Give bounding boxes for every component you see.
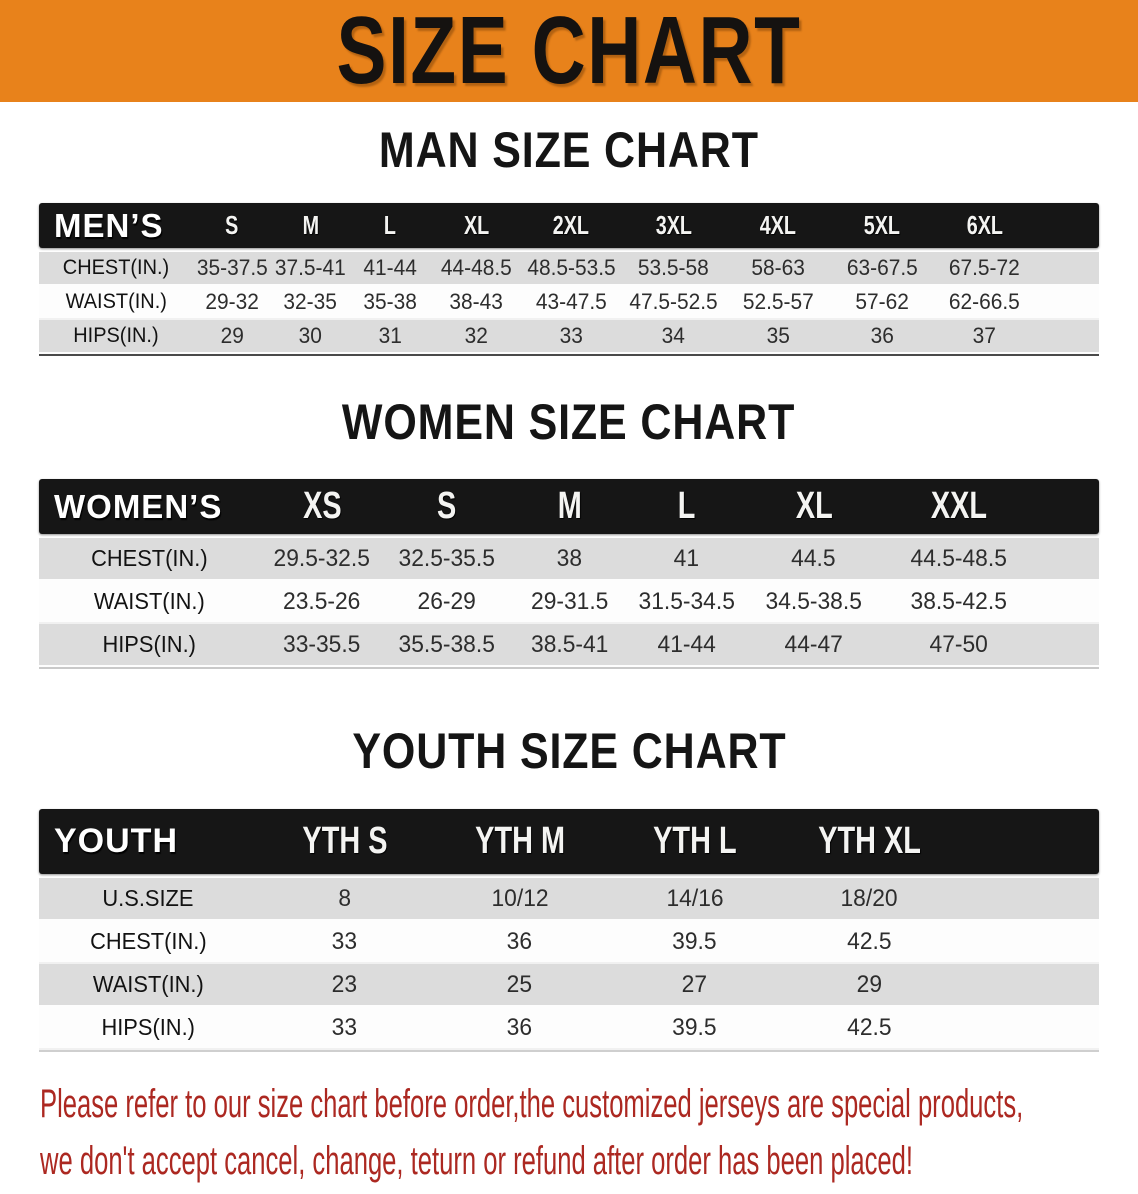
size-value-cell xyxy=(521,289,621,315)
women-size-section xyxy=(0,396,1138,669)
measurement-row xyxy=(39,538,1099,581)
size-value-cell xyxy=(607,885,782,913)
size-value-cell xyxy=(271,323,349,349)
size-value-text: 35.5-38.5 xyxy=(398,630,496,658)
size-value-text: 41-44 xyxy=(363,255,418,280)
size-value-text: 32 xyxy=(464,323,488,348)
size-value-text: 29-31.5 xyxy=(530,587,609,615)
size-column-header-text: XL xyxy=(463,210,489,240)
size-value-text: 42.5 xyxy=(847,1013,892,1041)
size-value-cell xyxy=(934,255,1036,281)
content xyxy=(0,124,1138,1052)
size-value-cell xyxy=(431,323,521,349)
size-value-cell xyxy=(193,289,271,315)
size-value-text: 26-29 xyxy=(417,587,477,615)
size-value-text: 39.5 xyxy=(672,927,717,955)
size-column-header-text: L xyxy=(384,210,397,240)
row-label-text: HIPS(IN.) xyxy=(102,631,196,657)
size-value-text: 67.5-72 xyxy=(949,255,1020,280)
size-value-cell xyxy=(350,289,432,315)
size-value-text: 36 xyxy=(507,927,533,955)
size-value-cell xyxy=(432,885,607,913)
size-value-cell xyxy=(726,323,831,349)
size-column-header-text: YTH M xyxy=(474,820,565,862)
size-value-text: 29-32 xyxy=(205,289,259,314)
table-header-label-cell xyxy=(39,822,257,861)
size-value-text: 47-50 xyxy=(929,630,989,658)
size-value-cell xyxy=(521,255,621,281)
size-value-cell xyxy=(257,885,432,913)
size-value-cell xyxy=(350,323,432,349)
size-value-cell xyxy=(385,588,510,616)
size-value-text: 58-63 xyxy=(751,255,806,280)
size-value-text: 29 xyxy=(856,970,883,998)
men-section-heading-text: MAN SIZE CHART xyxy=(379,122,759,178)
size-column-header-text: M xyxy=(302,210,319,240)
measurement-row xyxy=(39,581,1099,624)
youth-section-heading xyxy=(0,725,1138,790)
size-value-cell xyxy=(257,928,432,956)
size-value-text: 27 xyxy=(681,970,708,998)
size-value-text: 36 xyxy=(870,323,894,348)
size-value-text: 33 xyxy=(559,323,583,348)
size-value-text: 31 xyxy=(378,323,402,348)
row-label-text: WAIST(IN.) xyxy=(93,588,205,614)
row-label-text: WAIST(IN.) xyxy=(65,290,167,313)
row-label xyxy=(39,631,259,658)
size-value-text: 35-38 xyxy=(363,289,418,314)
size-value-text: 37 xyxy=(972,323,997,348)
size-value-text: 57-62 xyxy=(855,289,909,314)
size-column-header-text: 5XL xyxy=(864,210,901,240)
size-column-header xyxy=(431,210,521,241)
size-value-cell xyxy=(744,545,884,573)
size-value-text: 38 xyxy=(556,544,583,572)
size-column-header-text: 2XL xyxy=(552,210,590,240)
row-label-text: HIPS(IN.) xyxy=(73,324,159,347)
size-column-header-text: 3XL xyxy=(655,210,692,240)
size-value-cell xyxy=(629,588,743,616)
measurement-row xyxy=(39,878,1099,921)
size-value-text: 52.5-57 xyxy=(742,289,814,314)
size-column-header xyxy=(782,820,957,863)
size-value-cell xyxy=(831,289,934,315)
size-value-text: 44.5-48.5 xyxy=(910,544,1008,572)
table-header-label-cell xyxy=(39,488,259,526)
size-value-text: 29 xyxy=(220,323,244,348)
row-label-text: CHEST(IN.) xyxy=(89,928,207,954)
size-value-cell xyxy=(884,631,1035,659)
size-value-text: 43-47.5 xyxy=(535,289,607,314)
size-value-cell xyxy=(782,1014,957,1042)
size-column-header xyxy=(621,210,726,241)
size-column-header-text: XS xyxy=(302,485,342,527)
size-value-cell xyxy=(744,631,884,659)
table-header-row xyxy=(39,479,1099,534)
size-value-text: 37.5-41 xyxy=(274,255,346,280)
size-value-text: 41 xyxy=(673,544,700,572)
size-value-text: 47.5-52.5 xyxy=(629,289,718,314)
women-section-heading xyxy=(0,396,1138,461)
men-section-heading xyxy=(0,124,1138,189)
size-value-cell xyxy=(884,588,1035,616)
size-value-cell xyxy=(271,289,349,315)
size-column-header-text: 6XL xyxy=(966,210,1003,240)
size-value-text: 62-66.5 xyxy=(949,289,1020,314)
size-value-cell xyxy=(782,971,957,999)
size-value-cell xyxy=(831,255,934,281)
size-value-cell xyxy=(621,323,726,349)
size-value-text: 35 xyxy=(766,323,790,348)
size-value-cell xyxy=(431,289,521,315)
size-column-header xyxy=(510,485,630,528)
row-label xyxy=(39,290,193,314)
size-value-cell xyxy=(607,1014,782,1042)
size-column-header xyxy=(607,820,782,863)
measurement-row xyxy=(39,624,1099,667)
table-header-label: WOMEN’S xyxy=(54,487,223,525)
size-value-cell xyxy=(259,631,384,659)
measurement-row xyxy=(39,1007,1099,1050)
size-column-header xyxy=(193,210,271,241)
size-value-cell xyxy=(432,1014,607,1042)
row-label xyxy=(39,971,257,998)
size-column-header-text: YTH XL xyxy=(818,820,921,862)
size-value-text: 44.5 xyxy=(791,544,837,572)
size-value-cell xyxy=(744,588,884,616)
size-value-text: 23.5-26 xyxy=(283,587,361,615)
size-value-cell xyxy=(934,323,1036,349)
size-value-cell xyxy=(385,545,510,573)
size-column-header xyxy=(884,485,1035,528)
row-label xyxy=(39,545,259,572)
size-column-header xyxy=(432,820,607,863)
size-value-cell xyxy=(385,631,510,659)
measurement-row xyxy=(39,320,1099,354)
size-value-cell xyxy=(521,323,621,349)
size-value-text: 41-44 xyxy=(657,630,716,658)
size-value-cell xyxy=(726,289,831,315)
size-value-cell xyxy=(934,289,1036,315)
footer-note-line1 xyxy=(40,1080,1138,1137)
size-value-text: 29.5-32.5 xyxy=(273,544,371,572)
size-value-cell xyxy=(350,255,432,281)
size-value-text: 35-37.5 xyxy=(196,255,268,280)
size-value-text: 30 xyxy=(298,323,322,348)
row-label xyxy=(39,885,257,912)
size-value-cell xyxy=(831,323,934,349)
size-column-header-text: S xyxy=(437,485,457,527)
size-column-header xyxy=(257,820,432,863)
size-value-text: 63-67.5 xyxy=(846,255,918,280)
size-column-header-text: XXL xyxy=(930,485,988,527)
size-column-header xyxy=(350,210,432,241)
row-label-text: HIPS(IN.) xyxy=(101,1014,195,1040)
size-value-cell xyxy=(607,928,782,956)
size-column-header-text: XL xyxy=(795,485,833,527)
size-value-text: 44-47 xyxy=(784,630,843,658)
size-column-header-text: M xyxy=(557,485,582,527)
size-value-text: 10/12 xyxy=(491,884,549,912)
size-value-text: 33-35.5 xyxy=(283,630,361,658)
table-header-label: MEN’S xyxy=(54,206,164,244)
size-value-cell xyxy=(629,545,743,573)
size-column-header xyxy=(521,210,621,241)
size-value-cell xyxy=(431,255,521,281)
size-column-header-text: L xyxy=(677,485,696,527)
size-value-cell xyxy=(259,545,384,573)
size-column-header xyxy=(934,210,1036,241)
size-value-text: 31.5-34.5 xyxy=(638,587,735,615)
size-value-text: 32-35 xyxy=(283,289,338,314)
size-value-cell xyxy=(782,928,957,956)
size-value-cell xyxy=(432,971,607,999)
size-value-cell xyxy=(510,588,630,616)
size-value-cell xyxy=(782,885,957,913)
size-value-cell xyxy=(510,545,630,573)
size-column-header-text: YTH L xyxy=(652,820,737,862)
size-column-header xyxy=(629,485,743,528)
size-column-header-text: YTH S xyxy=(302,820,388,862)
row-label-text: WAIST(IN.) xyxy=(92,971,204,997)
youth-size-section xyxy=(0,725,1138,1052)
row-label-text: CHEST(IN.) xyxy=(62,256,170,279)
size-value-cell xyxy=(726,255,831,281)
row-label-text: CHEST(IN.) xyxy=(90,545,208,571)
size-column-header xyxy=(726,210,831,241)
size-value-text: 14/16 xyxy=(666,884,724,912)
size-column-header xyxy=(385,485,510,528)
men-size-table xyxy=(39,203,1099,356)
footer-note-line2 xyxy=(40,1137,1138,1194)
size-value-text: 32.5-35.5 xyxy=(398,544,496,572)
size-value-text: 38.5-41 xyxy=(530,630,609,658)
table-header-label-cell xyxy=(39,207,193,245)
size-value-text: 38.5-42.5 xyxy=(910,587,1008,615)
size-value-text: 42.5 xyxy=(847,927,892,955)
size-value-text: 38-43 xyxy=(449,289,503,314)
size-value-text: 53.5-58 xyxy=(637,255,709,280)
footer-note-line2-text: we don't accept cancel, change, teturn or refund after order has been placed! xyxy=(40,1139,913,1183)
row-label xyxy=(39,256,193,280)
size-value-text: 25 xyxy=(507,970,533,998)
size-column-header xyxy=(744,485,884,528)
table-header-row xyxy=(39,203,1099,248)
size-value-cell xyxy=(621,255,726,281)
women-size-table xyxy=(39,479,1099,669)
measurement-row xyxy=(39,964,1099,1007)
size-value-text: 36 xyxy=(507,1013,533,1041)
measurement-row xyxy=(39,286,1099,320)
size-column-header-text: 4XL xyxy=(760,210,797,240)
size-value-text: 48.5-53.5 xyxy=(526,255,616,280)
size-value-text: 33 xyxy=(332,1013,358,1041)
size-column-header xyxy=(259,485,384,528)
size-value-text: 34 xyxy=(661,323,685,348)
size-value-cell xyxy=(257,971,432,999)
size-value-text: 18/20 xyxy=(840,884,898,912)
footer-note-line1-text: Please refer to our size chart before order,the customized jerseys are special products, xyxy=(40,1082,1024,1126)
banner xyxy=(0,0,1138,102)
size-column-header xyxy=(831,210,934,241)
row-label xyxy=(39,1014,257,1041)
women-section-heading-text: WOMEN SIZE CHART xyxy=(342,394,796,450)
youth-section-heading-text: YOUTH SIZE CHART xyxy=(351,723,787,779)
size-value-text: 34.5-38.5 xyxy=(765,587,862,615)
row-label xyxy=(39,588,259,615)
size-value-text: 33 xyxy=(332,927,358,955)
measurement-row xyxy=(39,921,1099,964)
table-header-label: YOUTH xyxy=(54,822,178,860)
size-value-cell xyxy=(621,289,726,315)
measurement-row xyxy=(39,252,1099,286)
size-column-header-text: S xyxy=(225,210,239,240)
row-label xyxy=(39,324,193,348)
table-header-row xyxy=(39,809,1099,874)
size-value-cell xyxy=(193,323,271,349)
size-value-cell xyxy=(271,255,349,281)
size-value-cell xyxy=(432,928,607,956)
row-label-text: U.S.SIZE xyxy=(102,885,194,911)
size-column-header xyxy=(271,210,349,241)
size-value-cell xyxy=(193,255,271,281)
banner-title: SIZE CHART xyxy=(336,0,802,104)
size-value-cell xyxy=(259,588,384,616)
size-value-text: 8 xyxy=(338,884,352,912)
size-value-text: 39.5 xyxy=(672,1013,717,1041)
size-value-cell xyxy=(629,631,743,659)
size-value-cell xyxy=(884,545,1035,573)
size-value-cell xyxy=(607,971,782,999)
size-value-cell xyxy=(510,631,630,659)
size-value-text: 23 xyxy=(332,970,358,998)
size-value-text: 44-48.5 xyxy=(440,255,512,280)
men-size-section xyxy=(0,124,1138,356)
youth-size-table xyxy=(39,809,1099,1052)
size-value-cell xyxy=(257,1014,432,1042)
row-label xyxy=(39,928,257,955)
footer-note xyxy=(40,1080,1138,1194)
